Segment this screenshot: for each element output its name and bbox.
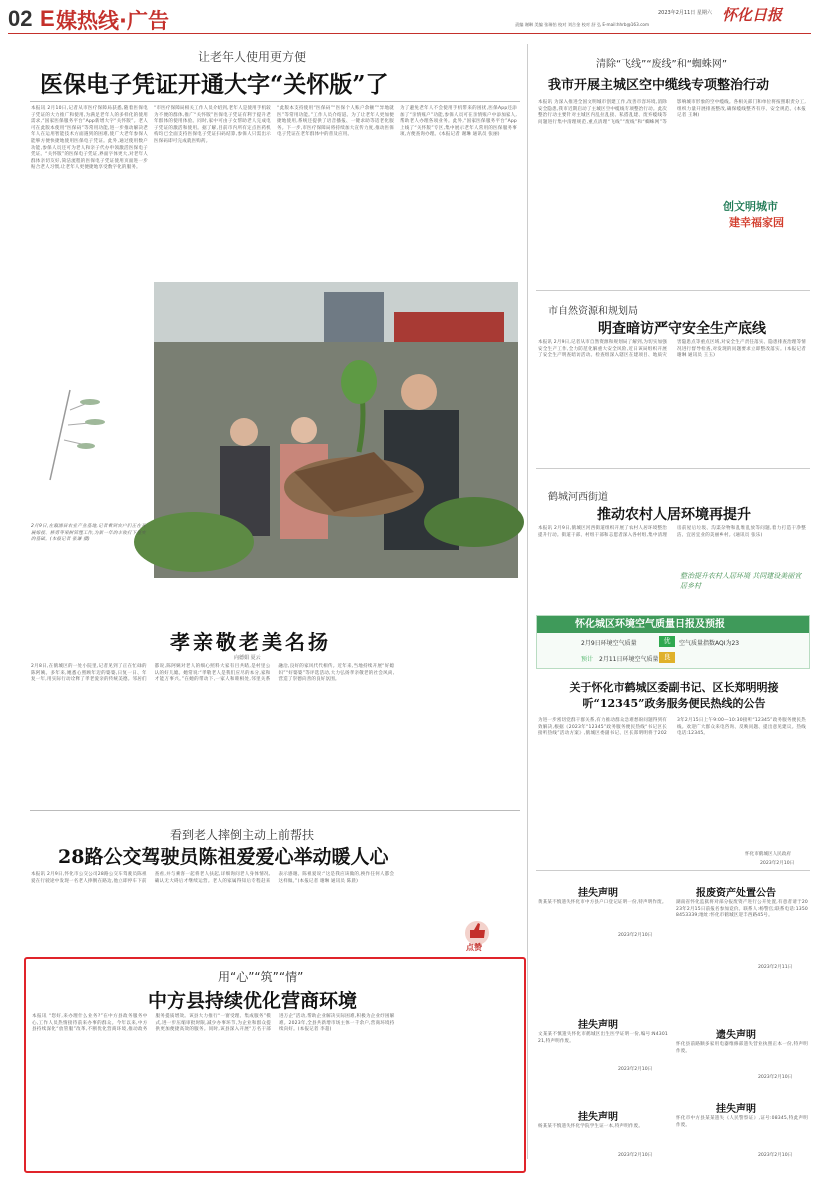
notice-date: 2023年2月11日: [758, 965, 793, 970]
article2-kicker: 清除“飞线”“废线”和“蜘蛛网”: [596, 59, 728, 70]
forecast-label: 预计: [581, 656, 594, 663]
article4-kicker: 鹤城河西街道: [548, 492, 608, 503]
notice-date: 2023年2月10日: [618, 1153, 653, 1158]
article5-byline: 向德娟 夏云: [234, 655, 261, 661]
editor-line: 责编 谢琳 美编 张瑞怡 校对 刘合金 校对 舒 弘 E-mail:hhrb@163.com: [515, 22, 650, 27]
date-line: 2023年2月11日 星期六: [658, 10, 712, 16]
today-level-badge: 优: [659, 636, 675, 647]
article3-kicker: 市自然资源和规划局: [548, 306, 638, 317]
notice-1: [538, 884, 668, 974]
article7-body: 本报讯 2月9日,怀化市公交公司28路公交车驾驶员陈祖爱在行驶途中发现一名老人摔倒在路边,他立即停车下前查看,并与乘客一起将老人扶起,详细询问老人身体情况,确认无大碍后才继续运营。老人的家属得知后专程赶来表示感谢。陈祖爱说:“这是我应该做的,换作任何人都会这样做。”(本报记者 谢琳 通讯员 陈晨): [31, 872, 395, 884]
notice-body: 黄某某不慎遗失怀化市中方县户口登记证明一份,特声明作废。: [538, 900, 667, 905]
today-aqi: 空气质量指数AQI为23: [679, 640, 740, 647]
notice-title: 挂失声明: [578, 1112, 618, 1123]
notice-body: 湖南省怀化监狱将对部分报废资产进行公开处置,有意者请于2023年2月15日前报名参加竞价。联系人:杨警官;联系电话:13508453339;地址:怀化市鹤城区迎丰西路45号。: [676, 900, 808, 919]
section-name: 媒热线·广告: [56, 9, 169, 33]
article5-headline: 孝亲敬老美名扬: [170, 630, 331, 654]
article1-col2: “市医疗保障局相关工作人员介绍到,老年人是使用手机较为不便的群体,推广“关怀版”医保电子凭证有利于提升老年群体的使用体验。同时,家中可由子女帮助老人完成电子凭证的激活和使用。据了解,目前市内所有定点医药机构均已全面支持医保电子凭证扫码结算,参保人只需出示医保码即可完成就医购药。: [154, 106, 271, 144]
article1-col4: 为了避免老年人不会使用手机带来的困扰,医保App还添加了“亲情账户”功能,参保人员可在亲情账户中添加家人,帮助老人办理各项业务。此外,“国家医保服务平台”App上线了“关怀版”专区,集中展示老年人常用的医保服务事项,方便查询办理。(本报记者 谢琳 通讯员 张丽): [400, 106, 517, 138]
article6-bottom-rule: [536, 870, 810, 871]
forecast-text: 2月11日环境空气质量: [599, 656, 659, 663]
forecast-level-badge: 良: [659, 652, 675, 663]
article3-bottom-rule: [536, 468, 810, 469]
notice-body: 怀化市中方县某某遗失《人民警察证》,证号:08345,特此声明作废。: [676, 1116, 808, 1128]
notice-date: 2023年2月10日: [618, 1067, 653, 1072]
page-header: [0, 0, 819, 33]
notice-3: [538, 1108, 668, 1168]
article6-headline: 关于怀化市鹤城区委副书记、区长郑明明接听“12345”政务服务便民热线的公告: [569, 681, 779, 710]
page-number: 02: [8, 6, 33, 31]
bamboo-illustration: [30, 380, 120, 480]
article2-bottom-rule: [536, 290, 810, 291]
article5-body: 2月8日,在鹤城区的一处小院里,记者见到了正在忙碌的陈阿姨。多年来,她悉心照顾年迈的婆婆,日复一日、年复一年,用实际行动诠释了孝老爱亲的传统美德。邻居们都说,陈阿姨对老人的细心照料大家有目共睹,是村里公认的好儿媳。她常说:“孝敬老人是我们应尽的本分,家和才能万事兴。”在她的带动下,一家人和睦相处,邻里关系融洽,良好的家风代代相传。近年来,当地持续开展“好媳妇”“好婆婆”等评选活动,大力弘扬孝亲敬老的社会风尚,营造了崇德向善的良好氛围。: [31, 664, 395, 683]
like-stamp: [460, 918, 494, 952]
badge-line2: 建幸福家园: [729, 216, 784, 229]
masthead-logo: 怀化日报: [722, 6, 783, 24]
notice-5: [676, 1026, 808, 1086]
article8-body: 本报讯 “您好,来办理什么业务?”在中方县政务服务中心,工作人员热情接待前来办事的群众。今年以来,中方县持续深化“放管服”改革,不断优化营商环境,推动政务服务提质增效。该县大力推行“一窗受理、集成服务”模式,进一步压缩审批时限,减少办事环节,为企业和群众提供更加便捷高效的服务。同时,该县深入开展“万名干部进万企”活动,帮助企业解决实际困难,积极为企业纾困解难。2023年,全县共新增市场主体一千余户,营商环境持续向好。(本报记者 李超): [32, 1014, 395, 1033]
article6-body: 为进一步密切党群干群关系,有力推动群众急难愁盼问题得到有效解决,根据《2023年“12345”政务服务便民热线“书记区长接听热线”活动方案》,鹤城区委副书记、区长郑明明将于2023年2月15日上午9:00—10:30接听“12345”政务服务便民热线。欢迎广大群众来电咨询、反映问题、提出意见建议。热线电话:12345。: [538, 718, 806, 737]
notice-title: 挂失声明: [578, 888, 618, 899]
notice-title: 报废资产处置公告: [696, 888, 776, 899]
section-letter: E: [40, 6, 55, 31]
article4-banner: 整治提升农村人居环境 共同建设美丽宜居乡村: [680, 572, 802, 590]
article3-body: 本报讯 2月9日,记者从市自然资源和规划局了解到,为切实加强安全生产工作,全力防范化解重大安全风险,近日该局组织开展了安全生产明查暗访活动。检查组深入辖区在建项目、地质灾害隐患点等重点区域,对安全生产责任落实、隐患排查治理等情况进行督导检查,对发现的问题要求立即整改落实。(本报记者 谢琳 通讯员 王玉): [538, 340, 808, 359]
article6-signoff: 怀化市鹤城区人民政府: [745, 852, 791, 857]
notice-title: 挂失声明: [716, 1104, 756, 1115]
notice-title: 遗失声明: [716, 1030, 756, 1041]
article2-headline: 我市开展主城区空中缆线专项整治行动: [548, 78, 770, 93]
article5-bottom-rule: [30, 810, 520, 811]
civilized-city-badge: [713, 196, 801, 232]
news-photo: [154, 282, 518, 578]
ink-painting: [30, 380, 120, 480]
notice-body: 怀化县前路顺多家用电器维修部遗失营业执照正本一份,特声明作废。: [676, 1042, 808, 1054]
article2-body: 本报讯 为深入推进全国文明城市创建工作,改善市容环境,消除安全隐患,我市近期启动了主城区空中缆线专项整治行动。此次整治行动主要针对主城区内乱拉乱接、私搭乱建、废弃缆线等问题进行集中清理规范,重点清理“飞线”“废线”和“蜘蛛网”等影响城市形象的空中缆线。各相关部门和单位将按照职责分工,组织力量开展排查整改,确保缆线整齐有序、安全规范。(本报记者 王琳): [538, 100, 806, 125]
photo-illustration: [154, 282, 518, 578]
article1-kicker: 让老年人使用更方便: [198, 50, 307, 64]
air-quality-panel: [536, 615, 810, 669]
notice-4: [676, 884, 808, 1004]
article7-kicker: 看到老人摔倒主动上前帮扶: [170, 828, 315, 842]
column-divider: [527, 44, 528, 1159]
notice-date: 2023年2月10日: [758, 1075, 793, 1080]
badge-line1: 创文明城市: [723, 200, 778, 213]
article8-kicker: 用“心”“筑”“情”: [218, 970, 304, 984]
article4-body: 本报讯 2月9日,鹤城区河西街道组织开展了农村人居环境整治提升行动。街道干部、村组干部和志愿者深入各村组,集中清理房前屋后垃圾、沟渠杂物和乱堆乱放等问题,着力打造干净整洁、宜居宜业的美丽乡村。(通讯员 张乐): [538, 526, 806, 538]
article1-rule: [30, 101, 520, 102]
article3-headline: 明查暗访严守安全生产底线: [598, 321, 766, 337]
notice-body: 杨某某不慎遗失怀化学院学生证一本,特声明作废。: [538, 1124, 644, 1129]
article7-headline: 28路公交驾驶员陈祖爱爱心举动暖人心: [58, 846, 389, 868]
notice-body: 文某某不慎遗失怀化市鹤城区出生医学证明一份,编号:N430121,特声明作废。: [538, 1032, 668, 1044]
article1-col1: 本报讯 2月10日,记者从市医疗保障局获悉,随着医保电子凭证的大力推广和使用,为满足老年人的多样化的使用需求,“国家医保服务平台”App新增大字“关怀版”。老人可在此版本使用“医保码”等常用功能,进一步推动解决老年人在运用智能技术方面遇到的困难,使广大老年参保人能够方便快捷地使用医保电子凭证。此外,通过使用数户功能,参保人员还可为老人和亲子代办申领激活医保电子凭证。“关怀版”的医保电子凭证,界面字体更大,对老年人群体亲切友好,简洁流程的医保电子凭证使用页面进一步贴合老人习惯,让老年人更便捷地享受数字化的服务。: [31, 106, 148, 171]
header-rule: [8, 33, 811, 34]
article6-date: 2023年2月10日: [760, 861, 795, 866]
article8-headline: 中方县持续优化营商环境: [148, 990, 358, 1012]
photo-caption: 2月9日,在溆浦县农业产业基地,记者看到农户们正在开展嫁接、修剪等果树管理工作,为新一年的丰收打下坚实的基础。(本报记者 张谦 摄): [31, 524, 146, 543]
notice-2: [538, 1016, 668, 1096]
notice-date: 2023年2月10日: [758, 1153, 793, 1158]
air-quality-title: 怀化城区环境空气质量日报及预报: [537, 616, 809, 633]
notice-6: [676, 1100, 808, 1166]
today-label: 2月9日环境空气质量: [581, 640, 637, 647]
article1-col3: “此版本支持使用“医保码”“医保个人账户余额”“异地就医”等常用功能。”工作人员介绍道。为了让老年人更加便捷地使用,系统还提供了语音播报、一键求助等适老化服务。下一步,市医疗保障局将持续加大宣传力度,推动医保电子凭证在老年群体中的普及应用。: [277, 106, 394, 138]
notice-title: 挂失声明: [578, 1020, 618, 1031]
like-stamp-label: 点赞: [466, 943, 482, 952]
article4-headline: 推动农村人居环境再提升: [597, 507, 751, 523]
notice-date: 2023年2月10日: [618, 933, 653, 938]
article1-headline: 医保电子凭证开通大字“关怀版”了: [40, 71, 389, 98]
